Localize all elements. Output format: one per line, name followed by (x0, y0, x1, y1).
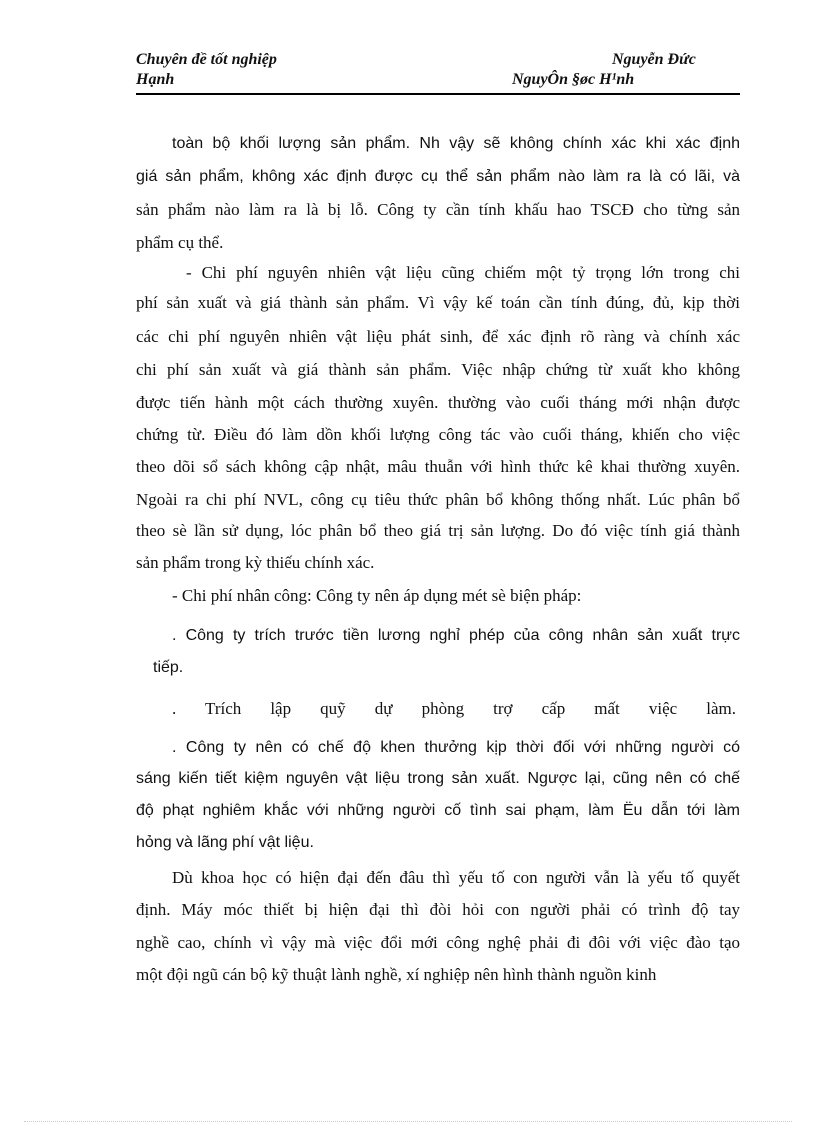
body-line: phí sản xuất và giá thành sản phẩm. Vì vậy kế toán cần tính đúng, đủ, kịp thời (136, 293, 740, 312)
body-line: toàn bộ khối lượng sản phẩm. Nh vậy sẽ không chính xác khi xác định (172, 135, 740, 152)
body-line: phẩm cụ thể. (136, 233, 224, 252)
body-line: - Chi phí nguyên nhiên vật liệu cũng chiếm một tỷ trọng lớn trong chi (186, 263, 740, 282)
body-line: định. Máy móc thiết bị hiện đại thì đòi hỏi con người phải có trình độ tay (136, 900, 740, 919)
body-line: theo dõi sổ sách không cập nhật, mâu thuẫn với hình thức kê khai thường xuyên. (136, 457, 740, 476)
body-line: chi phí sản xuất và giá thành sản phẩm. Việc nhập chứng từ xuất kho không (136, 360, 740, 379)
body-line: . Trích lập quỹ dự phòng trợ cấp mất việc làm. (172, 699, 736, 718)
body-line: các chi phí nguyên nhiên vật liệu phát sinh, để xác định rõ ràng và chính xác (136, 327, 740, 346)
body-line: Dù khoa học có hiện đại đến đâu thì yếu tố con người vẫn là yếu tố quyết (172, 868, 740, 887)
body-line: sản phẩm nào làm ra là bị lỗ. Công ty cần tính khấu hao TSCĐ cho từng sản (136, 200, 740, 219)
body-line: sáng kiến tiết kiệm nguyên vật liệu trong sản xuất. Ngược lại, cũng nên có chế (136, 770, 740, 787)
body-line: nghề cao, chính vì vậy mà việc đổi mới công nghệ phải đi đôi với việc đào tạo (136, 933, 740, 952)
body-line: sản phẩm trong kỳ thiếu chính xác. (136, 553, 375, 572)
body-line: . Công ty trích trước tiền lương nghỉ phép của công nhân sản xuất trực (172, 627, 740, 644)
header-title-continued: Hạnh (136, 71, 175, 88)
body-line: theo sè lần sử dụng, lóc phân bổ theo giá trị sản lượng. Do đó việc tính giá thành (136, 521, 740, 540)
body-line: chứng từ. Điều đó làm dồn khối lượng công tác vào cuối tháng, khiến cho việc (136, 425, 740, 444)
body-line: - Chi phí nhân công: Công ty nên áp dụng mét sè biện pháp: (172, 586, 582, 605)
body-line: giá sản phẩm, không xác định được cụ thể sản phẩm nào làm ra là có lãi, và (136, 168, 740, 185)
body-line: hỏng và lãng phí vật liệu. (136, 834, 314, 851)
header-author: Nguyễn Đức (612, 51, 696, 68)
page-bottom-border (24, 1121, 792, 1122)
body-line: được tiến hành một cách thường xuyên. thường vào cuối tháng mới nhận được (136, 393, 740, 412)
header-author-garbled: NguyÔn §øc H¹nh (512, 71, 635, 88)
body-line: độ phạt nghiêm khắc với những người cố tình sai phạm, làm Ëu dẫn tới làm (136, 802, 740, 819)
header-title: Chuyên đề tốt nghiệp (136, 51, 277, 68)
body-line: một đội ngũ cán bộ kỹ thuật lành nghề, xí nghiệp nên hình thành nguồn kinh (136, 965, 657, 984)
body-line: . Công ty nên có chế độ khen thưởng kịp thời đối với những người có (172, 739, 740, 756)
header-divider (136, 93, 740, 95)
body-line: tiếp. (153, 659, 184, 676)
body-line: Ngoài ra chi phí NVL, công cụ tiêu thức phân bổ không thống nhất. Lúc phân bổ (136, 490, 740, 509)
